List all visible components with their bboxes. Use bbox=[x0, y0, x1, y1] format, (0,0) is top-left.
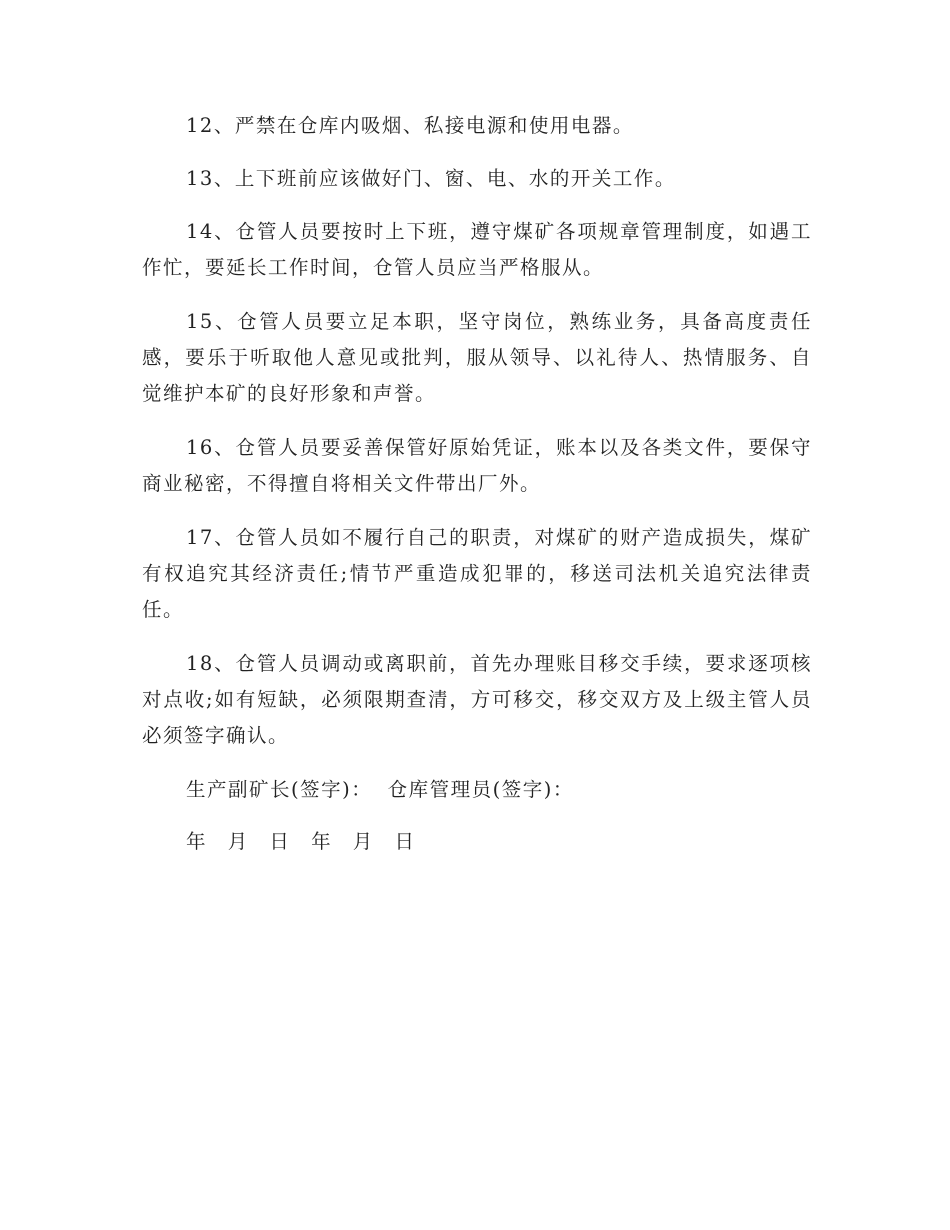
signature-line: 生产副矿长(签字)： 仓库管理员(签字)： bbox=[186, 778, 574, 801]
rule-paragraph-18: 18、仓管人员调动或离职前，首先办理账目移交手续，要求逐项核对点收;如有短缺，必须限期查清，方可移交，移交双方及上级主管人员必须签字确认。 bbox=[142, 652, 812, 747]
rule-paragraph-17: 17、仓管人员如不履行自己的职责，对煤矿的财产造成损失，煤矿有权追究其经济责任;情节严重造成犯罪的，移送司法机关追究法律责任。 bbox=[142, 526, 812, 621]
rule-paragraph-12: 12、严禁在仓库内吸烟、私接电源和使用电器。 bbox=[186, 114, 634, 137]
date-line: 年 月 日 年 月 日 bbox=[186, 830, 422, 853]
rule-paragraph-13: 13、上下班前应该做好门、窗、电、水的开关工作。 bbox=[186, 167, 676, 190]
rule-paragraph-14: 14、仓管人员要按时上下班，遵守煤矿各项规章管理制度，如遇工作忙，要延长工作时间，仓管人员应当严格服从。 bbox=[142, 220, 812, 279]
rule-paragraph-16: 16、仓管人员要妥善保管好原始凭证，账本以及各类文件，要保守商业秘密，不得擅自将相关文件带出厂外。 bbox=[142, 436, 812, 495]
rule-paragraph-15: 15、仓管人员要立足本职，坚守岗位，熟练业务，具备高度责任感，要乐于听取他人意见或批判，服从领导、以礼待人、热情服务、自觉维护本矿的良好形象和声誉。 bbox=[142, 310, 812, 405]
